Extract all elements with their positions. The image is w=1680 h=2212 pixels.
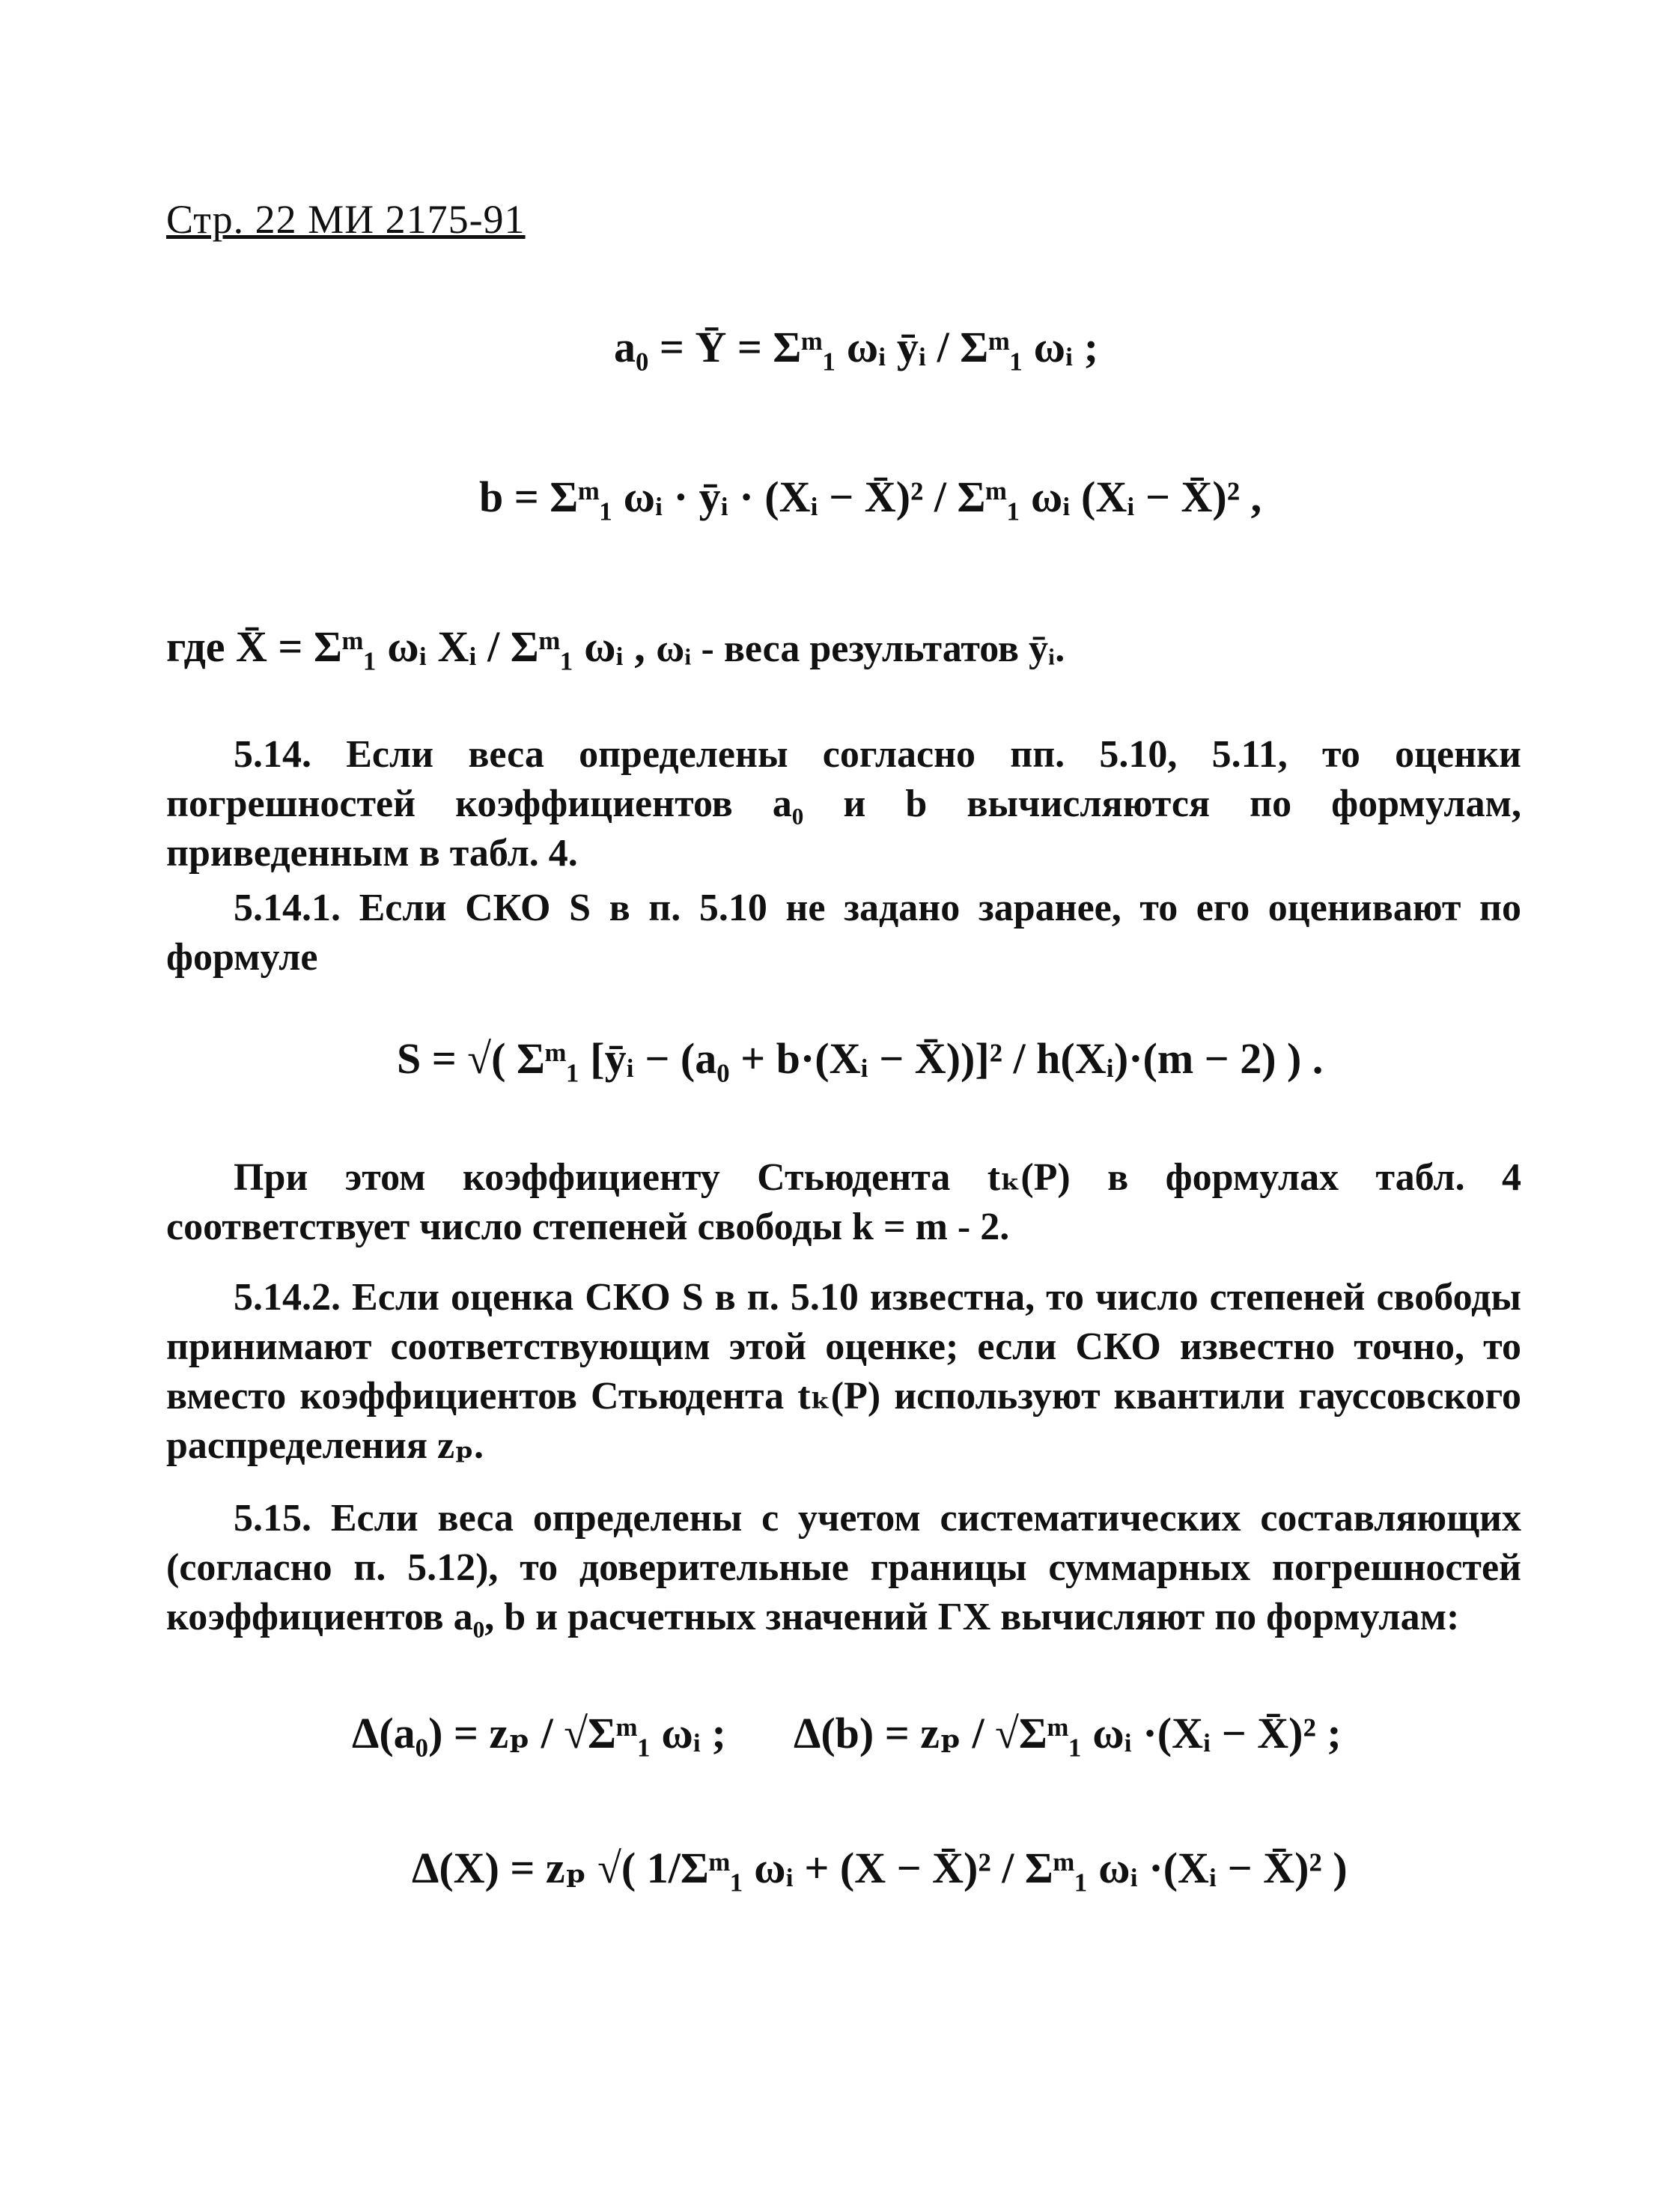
formula-delta-a0: Δ(a₀) = zₚ / √Σᵐ₁ ωᵢ ;: [352, 1709, 726, 1757]
formula-a0: a₀ = Ȳ = Σᵐ₁ ωᵢ ȳᵢ / Σᵐ₁ ωᵢ ;: [614, 323, 1099, 371]
page-header: Стр. 22 МИ 2175-91: [166, 197, 526, 242]
formula-xbar-line: [166, 622, 1065, 672]
paragraph-5-14: 5.14. Если веса определены согласно пп. 5.10, 5.11, то оценки погрешностей коэффициентов a₀ и b вычисляются по формулам, приведенным в табл. 4.: [166, 733, 1521, 875]
formula-delta-x: Δ(X) = zₚ √( 1/Σᵐ₁ ωᵢ + (X − X̄)² / Σᵐ₁ ωᵢ ·(Xᵢ − X̄)² ): [412, 1844, 1348, 1892]
paragraph-5-14-1: 5.14.1. Если СКО S в п. 5.10 не задано заранее, то его оценивают по формуле: [166, 887, 1521, 979]
formula-b: b = Σᵐ₁ ωᵢ · ȳᵢ · (Xᵢ − X̄)² / Σᵐ₁ ωᵢ (Xᵢ − X̄)² ,: [479, 473, 1262, 521]
paragraph-5-14-2: 5.14.2. Если оценка СКО S в п. 5.10 известна, то число степеней свободы принимают соответствующим этой оценке; если СКО известно точно, то вместо коэффициентов Стьюдента tₖ(P) используют квантили гауссовского распределения zₚ.: [166, 1276, 1521, 1467]
formula-s: S = √( Σᵐ₁ [ȳᵢ − (a₀ + b·(Xᵢ − X̄))]² / h(Xᵢ)·(m − 2) ) .: [397, 1034, 1324, 1083]
paragraph-student: При этом коэффициенту Стьюдента tₖ(P) в формулах табл. 4 соответствует число степеней свободы k = m - 2.: [166, 1156, 1521, 1248]
formula-delta-b: Δ(b) = zₚ / √Σᵐ₁ ωᵢ ·(Xᵢ − X̄)² ;: [794, 1709, 1342, 1757]
paragraph-5-15: 5.15. Если веса определены с учетом систематических составляющих (согласно п. 5.12), то доверительные границы суммарных погрешностей коэффициентов a₀, b и расчетных значений ГХ вычисляют по формулам:: [166, 1497, 1521, 1638]
where-word: где: [166, 622, 225, 671]
formula-xbar: X̄ = Σᵐ₁ ωᵢ Xᵢ / Σᵐ₁ ωᵢ ,: [236, 622, 645, 671]
weights-note: ωᵢ - веса результатов ȳᵢ.: [656, 628, 1065, 670]
